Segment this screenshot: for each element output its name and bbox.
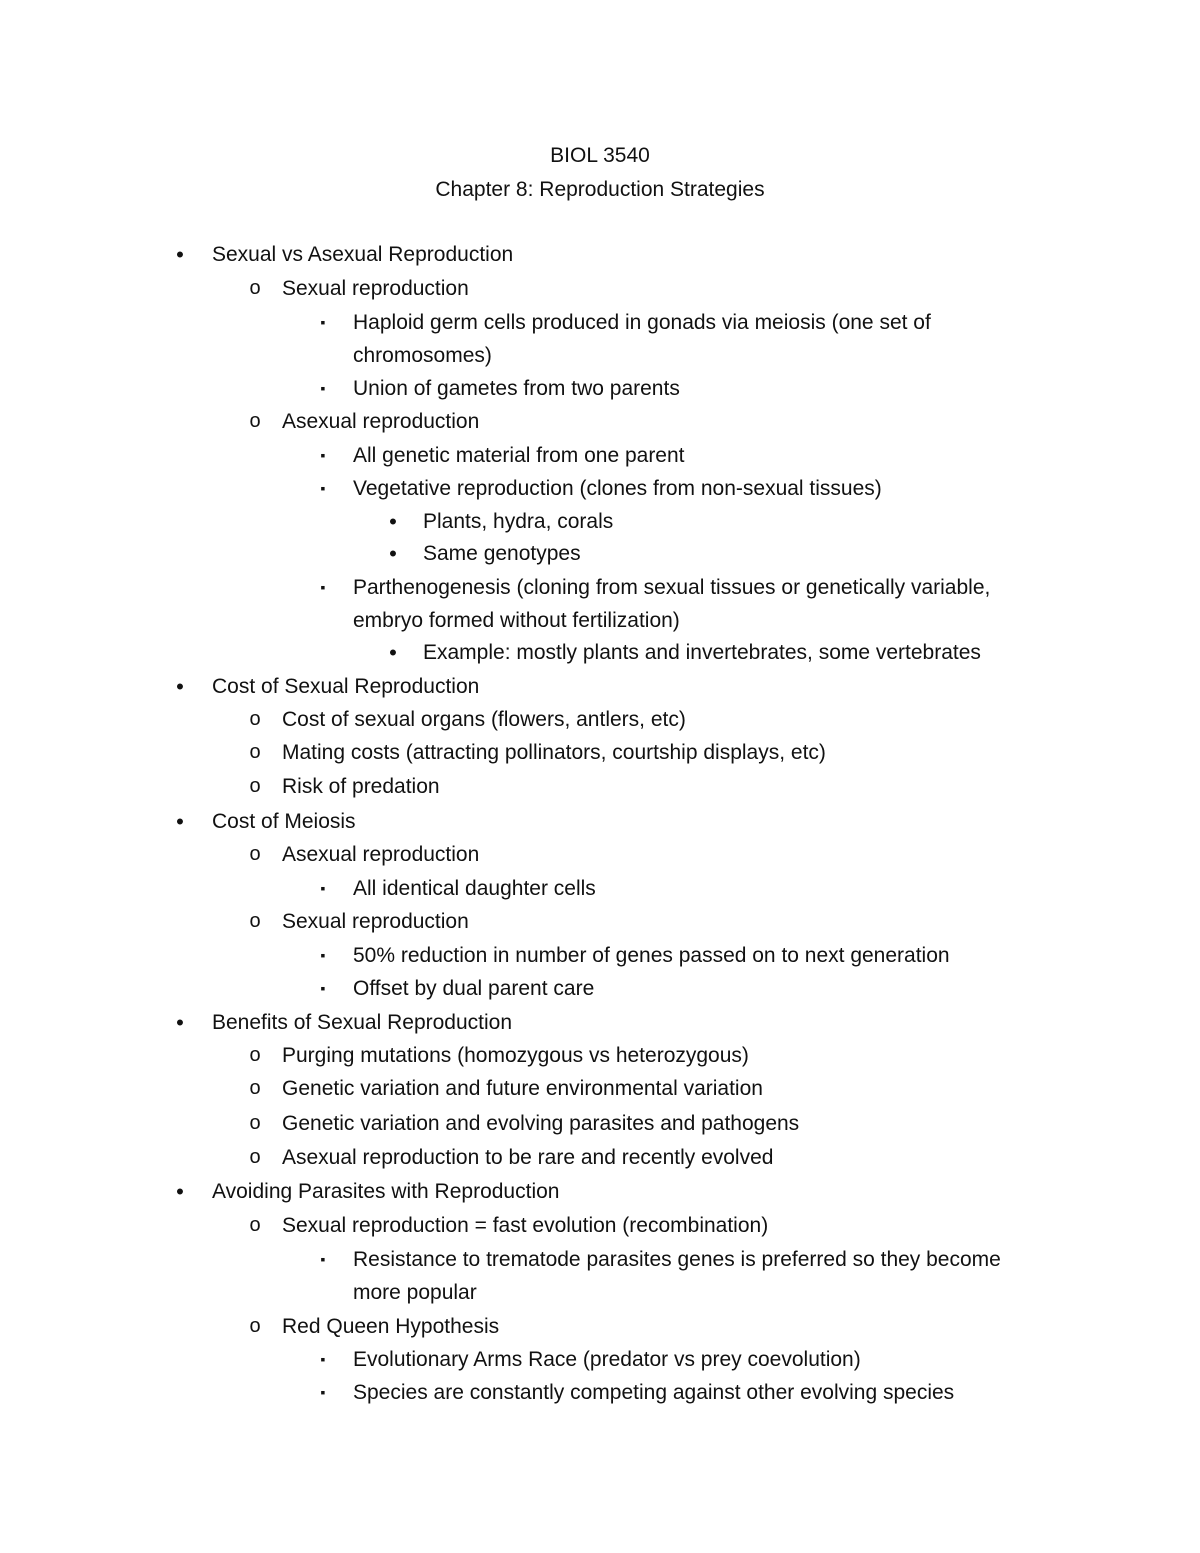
outline-item-level-3: embryo formed without fertilization) <box>353 609 680 632</box>
outline-item-level-3: Species are constantly competing against other evolving species <box>353 1381 955 1404</box>
course-title: BIOL 3540 <box>550 144 650 167</box>
bullet-level-2-icon: o <box>249 910 261 932</box>
outline-item-level-2: Asexual reproduction to be rare and recently evolved <box>282 1146 774 1169</box>
outline-item-level-3: Union of gametes from two parents <box>353 377 680 400</box>
outline-item-level-2: Genetic variation and future environmental variation <box>282 1077 763 1100</box>
bullet-level-3-icon: ▪ <box>320 480 326 496</box>
outline-item-level-3: more popular <box>353 1281 477 1304</box>
outline-item-level-1: Sexual vs Asexual Reproduction <box>212 243 514 266</box>
bullet-level-1-icon: • <box>176 1179 184 1204</box>
title-block <box>0 139 1200 207</box>
outline-item-level-1: Cost of Sexual Reproduction <box>212 675 480 698</box>
outline-item-level-3: Haploid germ cells produced in gonads via meiosis (one set of <box>353 311 931 334</box>
outline-item-level-2: Cost of sexual organs (flowers, antlers, etc) <box>282 708 686 731</box>
outline-item-level-2: Red Queen Hypothesis <box>282 1315 500 1338</box>
chapter-title: Chapter 8: Reproduction Strategies <box>435 178 765 201</box>
outline-item-level-3: Parthenogenesis (cloning from sexual tissues or genetically variable, <box>353 576 991 599</box>
outline-item-level-2: Asexual reproduction <box>282 843 480 866</box>
bullet-level-2-icon: o <box>249 741 261 763</box>
bullet-level-4-icon: • <box>389 509 397 534</box>
outline-item-level-3: Vegetative reproduction (clones from non-sexual tissues) <box>353 477 882 500</box>
outline-item-level-4: Same genotypes <box>423 542 581 565</box>
bullet-level-1-icon: • <box>176 809 184 834</box>
bullet-level-3-icon: ▪ <box>320 447 326 463</box>
bullet-level-3-icon: ▪ <box>320 1384 326 1400</box>
bullet-level-1-icon: • <box>176 242 184 267</box>
outline-item-level-2: Mating costs (attracting pollinators, courtship displays, etc) <box>282 741 826 764</box>
outline-item-level-3: All identical daughter cells <box>353 877 596 900</box>
outline-item-level-3: Offset by dual parent care <box>353 977 595 1000</box>
outline-item-level-2: Sexual reproduction <box>282 910 469 933</box>
bullet-level-1-icon: • <box>176 674 184 699</box>
bullet-level-3-icon: ▪ <box>320 1251 326 1267</box>
outline-item-level-3: 50% reduction in number of genes passed on to next generation <box>353 944 950 967</box>
bullet-level-2-icon: o <box>249 775 261 797</box>
bullet-level-1-icon: • <box>176 1010 184 1035</box>
bullet-level-4-icon: • <box>389 640 397 665</box>
outline-item-level-2: Genetic variation and evolving parasites and pathogens <box>282 1112 800 1135</box>
outline-item-level-4: Example: mostly plants and invertebrates, some vertebrates <box>423 641 981 664</box>
bullet-level-4-icon: • <box>389 541 397 566</box>
outline-item-level-1: Avoiding Parasites with Reproduction <box>212 1180 560 1203</box>
bullet-level-2-icon: o <box>249 1214 261 1236</box>
bullet-level-3-icon: ▪ <box>320 880 326 896</box>
bullet-level-2-icon: o <box>249 410 261 432</box>
bullet-level-2-icon: o <box>249 1315 261 1337</box>
outline-item-level-4: Plants, hydra, corals <box>423 510 614 533</box>
bullet-level-3-icon: ▪ <box>320 1351 326 1367</box>
bullet-level-3-icon: ▪ <box>320 314 326 330</box>
bullet-level-3-icon: ▪ <box>320 380 326 396</box>
outline-item-level-3: chromosomes) <box>353 344 492 367</box>
outline-item-level-3: All genetic material from one parent <box>353 444 685 467</box>
outline-item-level-2: Risk of predation <box>282 775 440 798</box>
bullet-level-3-icon: ▪ <box>320 980 326 996</box>
outline-item-level-1: Cost of Meiosis <box>212 810 356 833</box>
bullet-level-2-icon: o <box>249 1077 261 1099</box>
outline-item-level-2: Asexual reproduction <box>282 410 480 433</box>
outline-item-level-1: Benefits of Sexual Reproduction <box>212 1011 513 1034</box>
bullet-level-2-icon: o <box>249 1146 261 1168</box>
outline-item-level-3: Evolutionary Arms Race (predator vs prey coevolution) <box>353 1348 861 1371</box>
outline-item-level-2: Purging mutations (homozygous vs heterozygous) <box>282 1044 749 1067</box>
bullet-level-2-icon: o <box>249 277 261 299</box>
outline-item-level-3: Resistance to trematode parasites genes is preferred so they become <box>353 1248 1001 1271</box>
bullet-level-2-icon: o <box>249 843 261 865</box>
bullet-level-2-icon: o <box>249 708 261 730</box>
bullet-level-2-icon: o <box>249 1044 261 1066</box>
bullet-level-3-icon: ▪ <box>320 947 326 963</box>
outline-item-level-2: Sexual reproduction = fast evolution (recombination) <box>282 1214 769 1237</box>
outline-item-level-2: Sexual reproduction <box>282 277 469 300</box>
bullet-level-3-icon: ▪ <box>320 579 326 595</box>
bullet-level-2-icon: o <box>249 1112 261 1134</box>
